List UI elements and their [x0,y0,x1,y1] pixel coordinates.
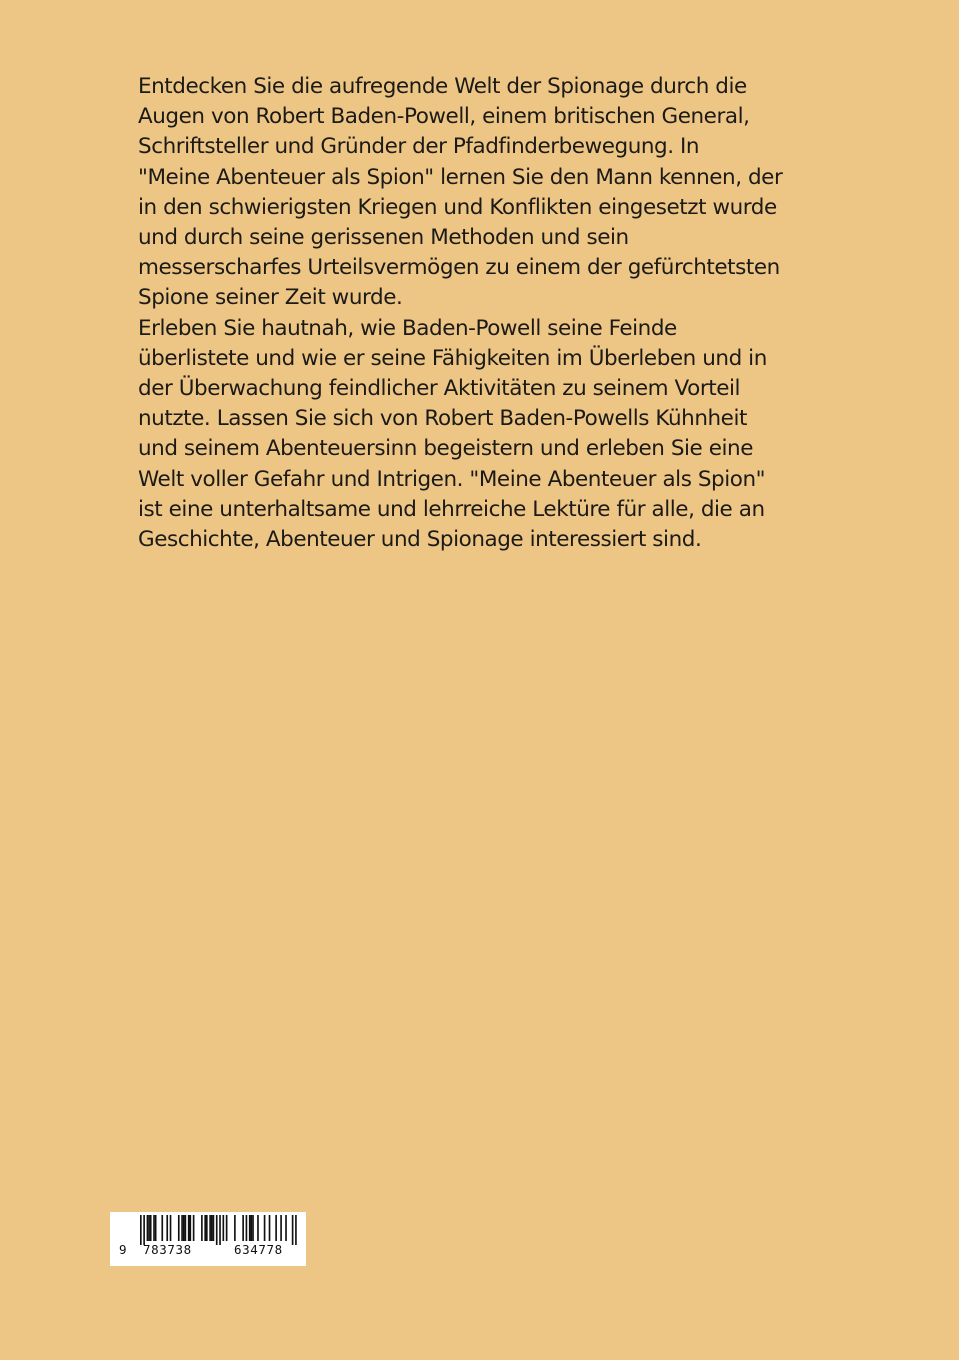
blurb-line: der Überwachung feindlicher Aktivitäten zu seinem Vorteil [138,376,741,402]
blurb-line: in den schwierigsten Kriegen und Konflikten eingesetzt wurde [138,194,777,220]
barcode-bar [209,1215,211,1241]
isbn-barcode [110,1212,306,1266]
barcode-bar [183,1215,185,1241]
isbn-lead-digit: 9 [119,1242,127,1257]
isbn-digits [110,1242,306,1262]
barcode-bar [292,1215,294,1245]
barcode-bar [155,1215,157,1241]
barcode-bar [181,1215,183,1241]
blurb-line: Erleben Sie hautnah, wie Baden-Powell seine Feinde [138,315,677,341]
barcode-bar [257,1215,259,1241]
barcode-bar [143,1215,145,1245]
barcode-bar [201,1215,203,1241]
blurb-line: ist eine unterhaltsame und lehrreiche Lektüre für alle, die an [138,496,765,522]
barcode-bar [204,1215,206,1241]
blurb-line: Geschichte, Abenteuer und Spionage interessiert sind. [138,527,702,553]
blurb-line: Augen von Robert Baden-Powell, einem britischen General, [138,104,750,130]
barcode-bar [285,1215,287,1241]
barcode-bar [188,1215,190,1241]
isbn-right-group: 634778 [234,1242,283,1257]
blurb-line: nutzte. Lassen Sie sich von Robert Baden-Powells Kühnheit [138,406,747,432]
barcode-bar [251,1215,253,1241]
isbn-left-group: 783738 [143,1242,192,1257]
barcode-bar [249,1215,251,1241]
barcode-bar [185,1215,187,1241]
blurb-line: "Meine Abenteuer als Spion" lernen Sie den Mann kennen, der [138,164,783,190]
barcode-bar [147,1215,149,1241]
blurb-line: Welt voller Gefahr und Intrigen. "Meine Abenteuer als Spion" [138,466,766,492]
barcode-bar [178,1215,180,1241]
blurb-line: Spione seiner Zeit wurde. [138,285,403,311]
blurb-line: überlistete und wie er seine Fähigkeiten im Überleben und in [138,345,767,371]
barcode-bar [264,1215,266,1241]
barcode-bar [223,1215,225,1241]
barcode-bar [150,1215,152,1241]
barcode-bar [211,1215,213,1241]
barcode-bar [226,1215,228,1241]
barcode-bar [246,1215,248,1241]
barcode-bar [170,1215,172,1241]
barcode-bar [140,1215,142,1245]
barcode-bar [166,1215,168,1241]
barcode-bar [219,1215,221,1245]
blurb-line: und durch seine gerissenen Methoden und sein [138,225,629,251]
blurb-line: Entdecken Sie die aufregende Welt der Spionage durch die [138,74,747,99]
barcode-bar [190,1215,192,1241]
barcode-bar [216,1215,218,1245]
barcode-bar [193,1215,195,1241]
barcode-bar [206,1215,208,1241]
blurb-line: messerscharfes Urteilsvermögen zu einem der gefürchtetsten [138,255,780,281]
barcode-bar [275,1215,277,1241]
barcode-bar [234,1215,236,1241]
barcode-bar [242,1215,244,1241]
blurb-line: Schriftsteller und Gründer der Pfadfinderbewegung. In [138,134,700,160]
barcode-bar [295,1215,297,1245]
blurb-line: und seinem Abenteuersinn begeistern und erleben Sie eine [138,436,753,462]
barcode-bar [280,1215,282,1241]
barcode-bar [153,1215,155,1241]
barcode-bar [161,1215,163,1241]
barcode-bar [269,1215,271,1241]
barcode-bar [213,1215,215,1241]
barcode-bar [252,1215,254,1241]
barcode-bar [148,1215,150,1241]
blurb-text [138,72,838,555]
